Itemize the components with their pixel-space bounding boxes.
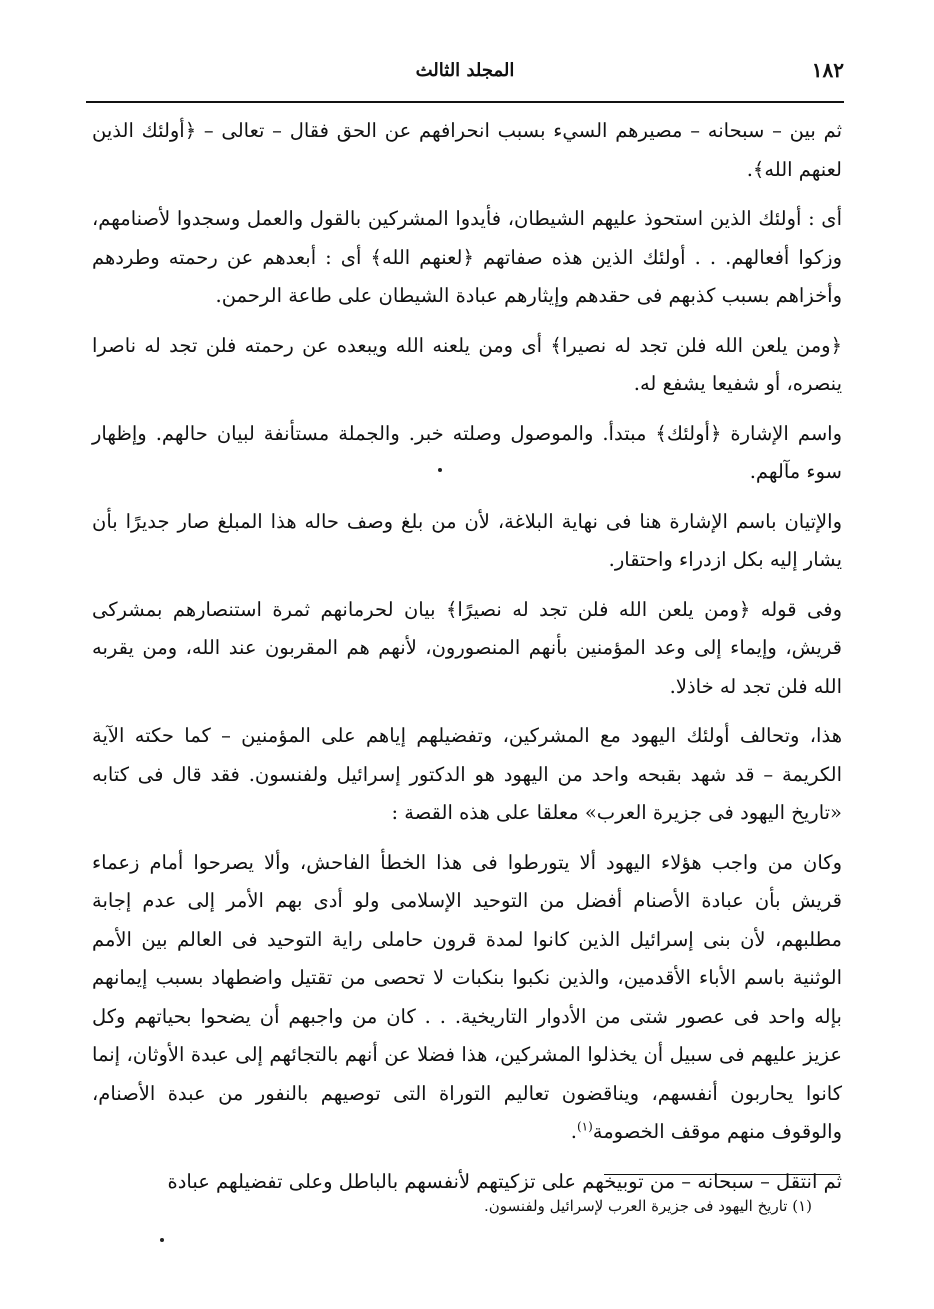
footnote-rule [604,1174,840,1175]
paragraph-1: ثم بين – سبحانه – مصيرهم السيء بسبب انحرافهم عن الحق فقال – تعالى – ﴿أولئك الذين لعنهم الله﴾. [92,119,842,181]
paragraph-7: هذا، وتحالف أولئك اليهود مع المشركين، وتفضيلهم إياهم على المؤمنين – كما حكته الآية الكريمة – قد شهد بقبحه واحد من اليهود هو الدكتور إسرائيل ولفنسون. فقد قال فى كتابه «تاريخ اليهود فى جزيرة العرب» معلقا على هذه القصة : [92,724,842,824]
paragraph-8-quote [92,844,842,1152]
header-rule [86,101,844,103]
paragraph-5: والإتيان باسم الإشارة هنا فى نهاية البلاغة، لأن من بلغ وصف حاله هذا المبلغ صار جديرًا بأن يشار إليه بكل ازدراء واحتقار. [92,509,842,571]
paragraph-6: وفى قوله ﴿ومن يلعن الله فلن تجد له نصيرًا﴾ بيان لحرمانهم ثمرة استنصارهم بمشركى قريش، وإيماء إلى وعد المؤمنين بأنهم المنصورون، لأنهم هم المقربون عند الله، ومن يقربه الله فلن تجد له خاذلا. [92,597,842,698]
scan-speck [438,468,442,472]
footnote: (١) تاريخ اليهود فى جزيرة العرب لإسرائيل ولفنسون. [484,1197,812,1215]
paragraph-4: واسم الإشارة ﴿أولئك﴾ مبتدأ. والموصول وصلته خبر. والجملة مستأنفة لبيان حالهم. وإظهار سوء مآلهم. [92,421,842,483]
page-header [86,58,844,92]
paragraph-9: ثم انتقل – سبحانه – من توبيخهم على تزكيتهم لأنفسهم بالباطل وعلى تفضيلهم عبادة [167,1169,842,1193]
paragraph-2: أى : أولئك الذين استحوذ عليهم الشيطان، فأيدوا المشركين بالقول والعمل وسجدوا لأصنامهم، وزكوا أفعالهم. . . أولئك الذين هذه صفاتهم ﴿لعنهم الله﴾ أى : أبعدهم عن رحمته وطردهم وأخزاهم بسبب كذبهم فى حقدهم وإيثارهم عبادة الشيطان على طاعة الرحمن. [92,207,842,307]
paragraph-8-text: وكان من واجب هؤلاء اليهود ألا يتورطوا فى هذا الخطأ الفاحش، وألا يصرحوا أمام زعماء قريش بأن عبادة الأصنام أفضل من التوحيد الإسلامى ولو أدى بهم الأمر إلى عدم إجابة مطلبهم، لأن بنى إسرائيل الذين كانوا لمدة قرون حاملى راية التوحيد فى العالم بين الأمم الوثنية باسم الأباء الأقدمين، والذين نكبوا بنكبات لا تحصى من تقتيل واضطهاد بسبب إيمانهم بإله واحد فى عصور شتى من الأدوار التاريخية. . . كان من واجبهم أن يضحوا بحياتهم وكل عزيز عليهم فى سبيل أن يخذلوا المشركين، هذا فضلا عن أنهم بالتجائهم إلى عبدة الأوثان، إنما كانوا يحاربون أنفسهم، ويناقضون تعاليم التوراة التى توصيهم بالنفور من عبدة الأصنام، والوقوف منهم موقف الخصومة [92,850,842,1143]
paragraph-3: ﴿ومن يلعن الله فلن تجد له نصيرا﴾ أى ومن يلعنه الله ويبعده عن رحمته فلن تجد له ناصرا ينصره، أو شفيعا يشفع له. [92,333,842,395]
footnote-reference[interactable]: (١) [576,1119,593,1134]
paragraph-8-end: . [570,1120,577,1143]
scan-speck [160,1238,164,1242]
page-number: ١٨٢ [811,58,844,82]
body-text [92,112,842,1212]
running-title: المجلد الثالث [415,60,515,81]
